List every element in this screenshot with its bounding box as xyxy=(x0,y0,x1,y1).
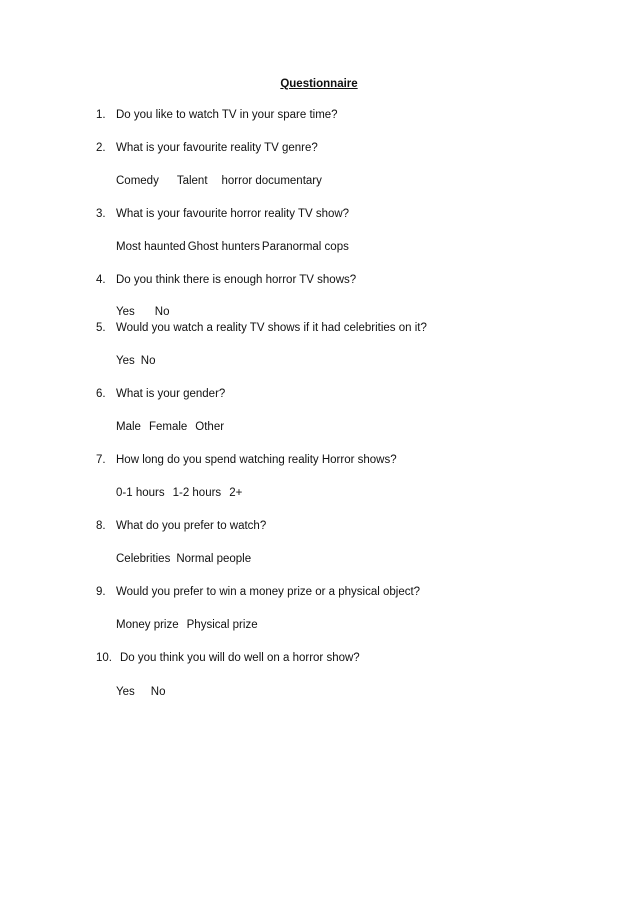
question-8 xyxy=(96,520,266,532)
question-text: What do you prefer to watch? xyxy=(116,520,267,532)
answer-option: Yes xyxy=(116,355,135,367)
question-number: 6. xyxy=(96,388,106,400)
question-6-options xyxy=(116,421,224,433)
answer-option: Comedy xyxy=(116,175,159,187)
question-number: 9. xyxy=(96,586,106,598)
answer-option: Ghost hunters xyxy=(187,241,260,253)
answer-option: 0-1 hours xyxy=(116,487,165,499)
question-9-options xyxy=(116,619,258,631)
answer-option: Other xyxy=(195,421,225,433)
answer-option: Female xyxy=(148,421,188,433)
question-text: What is your gender? xyxy=(116,388,226,400)
question-7 xyxy=(96,454,397,466)
question-3-options xyxy=(116,241,349,253)
question-10 xyxy=(96,652,360,664)
answer-option: Yes xyxy=(116,306,135,318)
question-3 xyxy=(96,208,349,220)
answer-option: Yes xyxy=(116,686,135,698)
question-9 xyxy=(96,586,420,598)
question-10-options xyxy=(116,686,165,698)
question-text: What is your favourite horror reality TV show? xyxy=(116,208,350,220)
question-4-options xyxy=(116,306,169,318)
answer-option: Celebrities xyxy=(116,553,171,565)
question-2 xyxy=(96,142,318,154)
question-number: 2. xyxy=(96,142,106,154)
answer-option: Normal people xyxy=(176,553,252,565)
answer-option: Talent xyxy=(176,175,208,187)
question-2-options xyxy=(116,175,322,187)
question-4 xyxy=(96,274,356,286)
question-text: How long do you spend watching reality Horror shows? xyxy=(116,454,397,466)
question-1 xyxy=(96,109,338,121)
question-text: Do you like to watch TV in your spare time? xyxy=(116,109,338,121)
answer-option: No xyxy=(150,686,166,698)
answer-option: Money prize xyxy=(116,619,179,631)
question-5 xyxy=(96,322,427,334)
answer-option: No xyxy=(140,355,156,367)
question-7-options xyxy=(116,487,242,499)
question-number: 8. xyxy=(96,520,106,532)
question-number: 4. xyxy=(96,274,106,286)
question-text: Would you watch a reality TV shows if it had celebrities on it? xyxy=(116,322,427,334)
page-title: Questionnaire xyxy=(280,78,358,90)
answer-option: 2+ xyxy=(229,487,243,499)
answer-option: 1-2 hours xyxy=(172,487,222,499)
question-number: 1. xyxy=(96,109,106,121)
answer-option: Male xyxy=(116,421,141,433)
question-text: What is your favourite reality TV genre? xyxy=(116,142,318,154)
answer-option: No xyxy=(154,306,170,318)
question-text: Do you think you will do well on a horror show? xyxy=(120,652,360,664)
answer-option: Most haunted xyxy=(116,241,186,253)
answer-option: horror documentary xyxy=(221,175,322,187)
answer-option: Paranormal cops xyxy=(261,241,349,253)
question-number: 10. xyxy=(96,652,112,664)
answer-option: Physical prize xyxy=(186,619,258,631)
question-text: Would you prefer to win a money prize or a physical object? xyxy=(116,586,421,598)
question-number: 7. xyxy=(96,454,106,466)
question-8-options xyxy=(116,553,251,565)
question-5-options xyxy=(116,355,155,367)
question-number: 3. xyxy=(96,208,106,220)
question-6 xyxy=(96,388,225,400)
question-text: Do you think there is enough horror TV shows? xyxy=(116,274,357,286)
question-number: 5. xyxy=(96,322,106,334)
